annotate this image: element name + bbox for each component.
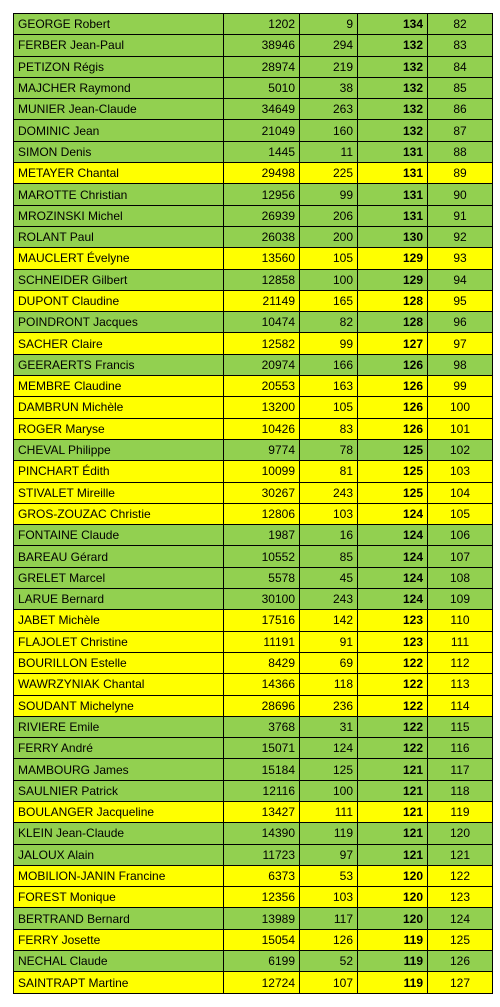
cell-name: PETIZON Régis (14, 56, 224, 77)
cell-rank: 106 (428, 525, 493, 546)
cell-count: 97 (300, 844, 358, 865)
cell-points: 13989 (224, 908, 300, 929)
cell-score: 126 (358, 397, 428, 418)
cell-score: 132 (358, 56, 428, 77)
cell-points: 12582 (224, 333, 300, 354)
cell-name: MAJCHER Raymond (14, 77, 224, 98)
cell-points: 13200 (224, 397, 300, 418)
table-row (14, 205, 493, 226)
cell-score: 124 (358, 567, 428, 588)
cell-name: FONTAINE Claude (14, 525, 224, 546)
cell-points: 13560 (224, 248, 300, 269)
cell-name: JALOUX Alain (14, 844, 224, 865)
table-row (14, 780, 493, 801)
cell-name: DOMINIC Jean (14, 120, 224, 141)
table-row (14, 674, 493, 695)
cell-points: 28974 (224, 56, 300, 77)
cell-rank: 109 (428, 589, 493, 610)
cell-count: 166 (300, 354, 358, 375)
cell-points: 5578 (224, 567, 300, 588)
table-row (14, 99, 493, 120)
cell-rank: 86 (428, 99, 493, 120)
cell-rank: 118 (428, 780, 493, 801)
cell-score: 128 (358, 290, 428, 311)
cell-score: 128 (358, 312, 428, 333)
cell-points: 5010 (224, 77, 300, 98)
cell-rank: 121 (428, 844, 493, 865)
cell-rank: 110 (428, 610, 493, 631)
cell-rank: 93 (428, 248, 493, 269)
cell-score: 132 (358, 77, 428, 98)
cell-rank: 122 (428, 865, 493, 886)
cell-name: METAYER Chantal (14, 163, 224, 184)
cell-name: MROZINSKI Michel (14, 205, 224, 226)
cell-rank: 123 (428, 887, 493, 908)
cell-rank: 88 (428, 141, 493, 162)
cell-count: 31 (300, 716, 358, 737)
cell-rank: 102 (428, 439, 493, 460)
table-row (14, 482, 493, 503)
ranking-table (13, 13, 493, 994)
cell-name: FERRY André (14, 738, 224, 759)
cell-points: 10099 (224, 461, 300, 482)
cell-rank: 91 (428, 205, 493, 226)
cell-score: 125 (358, 439, 428, 460)
table-row (14, 695, 493, 716)
cell-count: 9 (300, 14, 358, 35)
cell-count: 99 (300, 333, 358, 354)
cell-points: 38946 (224, 35, 300, 56)
cell-name: KLEIN Jean-Claude (14, 823, 224, 844)
cell-score: 130 (358, 226, 428, 247)
cell-count: 219 (300, 56, 358, 77)
table-row (14, 35, 493, 56)
table-row (14, 908, 493, 929)
cell-name: MAUCLERT Évelyne (14, 248, 224, 269)
cell-score: 132 (358, 99, 428, 120)
cell-count: 236 (300, 695, 358, 716)
cell-points: 10426 (224, 418, 300, 439)
cell-count: 103 (300, 887, 358, 908)
table-row (14, 631, 493, 652)
table-row (14, 290, 493, 311)
table-row (14, 801, 493, 822)
cell-count: 38 (300, 77, 358, 98)
cell-count: 11 (300, 141, 358, 162)
cell-points: 11723 (224, 844, 300, 865)
cell-score: 127 (358, 333, 428, 354)
cell-rank: 105 (428, 503, 493, 524)
cell-score: 124 (358, 546, 428, 567)
cell-rank: 96 (428, 312, 493, 333)
cell-score: 122 (358, 674, 428, 695)
cell-points: 14366 (224, 674, 300, 695)
cell-score: 123 (358, 631, 428, 652)
table-row (14, 589, 493, 610)
ranking-sheet (13, 13, 492, 994)
table-row (14, 248, 493, 269)
table-row (14, 312, 493, 333)
cell-points: 34649 (224, 99, 300, 120)
cell-score: 124 (358, 503, 428, 524)
cell-name: ROLANT Paul (14, 226, 224, 247)
cell-score: 120 (358, 908, 428, 929)
cell-rank: 92 (428, 226, 493, 247)
cell-points: 1987 (224, 525, 300, 546)
cell-points: 26038 (224, 226, 300, 247)
cell-score: 126 (358, 376, 428, 397)
cell-score: 124 (358, 589, 428, 610)
cell-count: 225 (300, 163, 358, 184)
table-row (14, 56, 493, 77)
cell-count: 118 (300, 674, 358, 695)
cell-points: 15071 (224, 738, 300, 759)
cell-name: POINDRONT Jacques (14, 312, 224, 333)
cell-score: 126 (358, 418, 428, 439)
table-row (14, 844, 493, 865)
cell-score: 125 (358, 461, 428, 482)
cell-name: ROGER Maryse (14, 418, 224, 439)
cell-count: 53 (300, 865, 358, 886)
cell-points: 14390 (224, 823, 300, 844)
cell-points: 29498 (224, 163, 300, 184)
cell-rank: 116 (428, 738, 493, 759)
cell-points: 3768 (224, 716, 300, 737)
cell-count: 107 (300, 972, 358, 993)
cell-score: 121 (358, 759, 428, 780)
cell-rank: 125 (428, 929, 493, 950)
cell-points: 26939 (224, 205, 300, 226)
table-row (14, 823, 493, 844)
table-row (14, 333, 493, 354)
table-row (14, 120, 493, 141)
cell-name: MOBILION-JANIN Francine (14, 865, 224, 886)
cell-rank: 84 (428, 56, 493, 77)
cell-rank: 98 (428, 354, 493, 375)
cell-score: 124 (358, 525, 428, 546)
cell-count: 81 (300, 461, 358, 482)
cell-points: 9774 (224, 439, 300, 460)
cell-score: 120 (358, 887, 428, 908)
cell-count: 82 (300, 312, 358, 333)
cell-name: STIVALET Mireille (14, 482, 224, 503)
cell-points: 8429 (224, 652, 300, 673)
cell-rank: 112 (428, 652, 493, 673)
cell-rank: 126 (428, 951, 493, 972)
table-row (14, 865, 493, 886)
cell-points: 6373 (224, 865, 300, 886)
cell-rank: 120 (428, 823, 493, 844)
cell-name: BOULANGER Jacqueline (14, 801, 224, 822)
cell-rank: 107 (428, 546, 493, 567)
cell-points: 12356 (224, 887, 300, 908)
cell-points: 17516 (224, 610, 300, 631)
cell-points: 12956 (224, 184, 300, 205)
cell-score: 122 (358, 695, 428, 716)
cell-count: 105 (300, 397, 358, 418)
cell-score: 134 (358, 14, 428, 35)
cell-score: 121 (358, 780, 428, 801)
cell-rank: 117 (428, 759, 493, 780)
cell-count: 100 (300, 269, 358, 290)
cell-score: 119 (358, 929, 428, 950)
cell-count: 119 (300, 823, 358, 844)
cell-score: 122 (358, 716, 428, 737)
cell-name: MEMBRE Claudine (14, 376, 224, 397)
table-row (14, 226, 493, 247)
cell-points: 1202 (224, 14, 300, 35)
cell-points: 20553 (224, 376, 300, 397)
cell-count: 243 (300, 589, 358, 610)
cell-rank: 104 (428, 482, 493, 503)
cell-points: 15184 (224, 759, 300, 780)
table-row (14, 929, 493, 950)
cell-rank: 95 (428, 290, 493, 311)
cell-count: 52 (300, 951, 358, 972)
table-row (14, 163, 493, 184)
cell-points: 6199 (224, 951, 300, 972)
table-row (14, 716, 493, 737)
cell-points: 20974 (224, 354, 300, 375)
cell-count: 160 (300, 120, 358, 141)
cell-rank: 97 (428, 333, 493, 354)
table-row (14, 397, 493, 418)
cell-rank: 111 (428, 631, 493, 652)
cell-count: 200 (300, 226, 358, 247)
cell-score: 132 (358, 120, 428, 141)
cell-name: CHEVAL Philippe (14, 439, 224, 460)
cell-name: FERBER Jean-Paul (14, 35, 224, 56)
cell-score: 123 (358, 610, 428, 631)
cell-name: MUNIER Jean-Claude (14, 99, 224, 120)
cell-name: WAWRZYNIAK Chantal (14, 674, 224, 695)
table-row (14, 525, 493, 546)
cell-name: NECHAL Claude (14, 951, 224, 972)
cell-score: 122 (358, 652, 428, 673)
cell-name: SAULNIER Patrick (14, 780, 224, 801)
cell-points: 21049 (224, 120, 300, 141)
cell-rank: 127 (428, 972, 493, 993)
cell-count: 91 (300, 631, 358, 652)
cell-name: LARUE Bernard (14, 589, 224, 610)
table-row (14, 887, 493, 908)
cell-count: 45 (300, 567, 358, 588)
cell-name: FOREST Monique (14, 887, 224, 908)
cell-points: 11191 (224, 631, 300, 652)
table-row (14, 759, 493, 780)
cell-score: 119 (358, 951, 428, 972)
cell-score: 119 (358, 972, 428, 993)
cell-rank: 94 (428, 269, 493, 290)
cell-rank: 124 (428, 908, 493, 929)
cell-name: GROS-ZOUZAC Christie (14, 503, 224, 524)
cell-rank: 99 (428, 376, 493, 397)
cell-score: 121 (358, 801, 428, 822)
cell-score: 121 (358, 844, 428, 865)
cell-rank: 90 (428, 184, 493, 205)
cell-name: JABET Michèle (14, 610, 224, 631)
table-row (14, 141, 493, 162)
cell-count: 142 (300, 610, 358, 631)
ranking-rows (14, 14, 493, 994)
table-row (14, 738, 493, 759)
cell-count: 124 (300, 738, 358, 759)
cell-name: BOURILLON Estelle (14, 652, 224, 673)
cell-count: 105 (300, 248, 358, 269)
cell-count: 243 (300, 482, 358, 503)
cell-name: SACHER Claire (14, 333, 224, 354)
cell-rank: 101 (428, 418, 493, 439)
table-row (14, 461, 493, 482)
cell-score: 129 (358, 269, 428, 290)
table-row (14, 546, 493, 567)
cell-count: 263 (300, 99, 358, 120)
cell-points: 12858 (224, 269, 300, 290)
cell-score: 120 (358, 865, 428, 886)
cell-count: 85 (300, 546, 358, 567)
cell-rank: 87 (428, 120, 493, 141)
cell-score: 131 (358, 141, 428, 162)
table-row (14, 503, 493, 524)
cell-points: 13427 (224, 801, 300, 822)
cell-name: GEORGE Robert (14, 14, 224, 35)
cell-score: 132 (358, 35, 428, 56)
cell-count: 126 (300, 929, 358, 950)
cell-points: 28696 (224, 695, 300, 716)
table-row (14, 972, 493, 993)
cell-score: 131 (358, 205, 428, 226)
cell-points: 15054 (224, 929, 300, 950)
cell-name: DUPONT Claudine (14, 290, 224, 311)
cell-score: 129 (358, 248, 428, 269)
cell-name: RIVIERE Emile (14, 716, 224, 737)
cell-count: 78 (300, 439, 358, 460)
cell-count: 125 (300, 759, 358, 780)
cell-name: BAREAU Gérard (14, 546, 224, 567)
cell-count: 69 (300, 652, 358, 673)
table-row (14, 184, 493, 205)
cell-rank: 113 (428, 674, 493, 695)
cell-name: MAROTTE Christian (14, 184, 224, 205)
cell-count: 100 (300, 780, 358, 801)
table-row (14, 269, 493, 290)
cell-rank: 85 (428, 77, 493, 98)
cell-count: 16 (300, 525, 358, 546)
cell-name: GEERAERTS Francis (14, 354, 224, 375)
cell-count: 99 (300, 184, 358, 205)
cell-count: 111 (300, 801, 358, 822)
cell-name: SCHNEIDER Gilbert (14, 269, 224, 290)
cell-points: 12724 (224, 972, 300, 993)
cell-rank: 115 (428, 716, 493, 737)
cell-name: SIMON Denis (14, 141, 224, 162)
cell-rank: 83 (428, 35, 493, 56)
cell-count: 206 (300, 205, 358, 226)
cell-rank: 108 (428, 567, 493, 588)
cell-name: SOUDANT Michelyne (14, 695, 224, 716)
cell-name: FLAJOLET Christine (14, 631, 224, 652)
cell-rank: 119 (428, 801, 493, 822)
cell-score: 125 (358, 482, 428, 503)
cell-count: 83 (300, 418, 358, 439)
cell-score: 131 (358, 184, 428, 205)
cell-name: GRELET Marcel (14, 567, 224, 588)
cell-name: FERRY Josette (14, 929, 224, 950)
cell-name: BERTRAND Bernard (14, 908, 224, 929)
cell-score: 122 (358, 738, 428, 759)
table-row (14, 376, 493, 397)
cell-name: MAMBOURG James (14, 759, 224, 780)
cell-points: 30267 (224, 482, 300, 503)
cell-rank: 103 (428, 461, 493, 482)
cell-score: 126 (358, 354, 428, 375)
cell-points: 12116 (224, 780, 300, 801)
cell-score: 131 (358, 163, 428, 184)
cell-rank: 89 (428, 163, 493, 184)
cell-name: PINCHART Édith (14, 461, 224, 482)
table-row (14, 14, 493, 35)
cell-score: 121 (358, 823, 428, 844)
cell-name: SAINTRAPT Martine (14, 972, 224, 993)
cell-points: 1445 (224, 141, 300, 162)
table-row (14, 610, 493, 631)
cell-points: 10474 (224, 312, 300, 333)
cell-points: 10552 (224, 546, 300, 567)
cell-points: 30100 (224, 589, 300, 610)
table-row (14, 652, 493, 673)
cell-count: 165 (300, 290, 358, 311)
cell-rank: 82 (428, 14, 493, 35)
cell-count: 163 (300, 376, 358, 397)
cell-count: 103 (300, 503, 358, 524)
table-row (14, 439, 493, 460)
cell-points: 21149 (224, 290, 300, 311)
table-row (14, 951, 493, 972)
cell-rank: 114 (428, 695, 493, 716)
cell-count: 117 (300, 908, 358, 929)
table-row (14, 567, 493, 588)
table-row (14, 77, 493, 98)
table-row (14, 418, 493, 439)
cell-count: 294 (300, 35, 358, 56)
cell-points: 12806 (224, 503, 300, 524)
table-row (14, 354, 493, 375)
cell-rank: 100 (428, 397, 493, 418)
cell-name: DAMBRUN Michèle (14, 397, 224, 418)
